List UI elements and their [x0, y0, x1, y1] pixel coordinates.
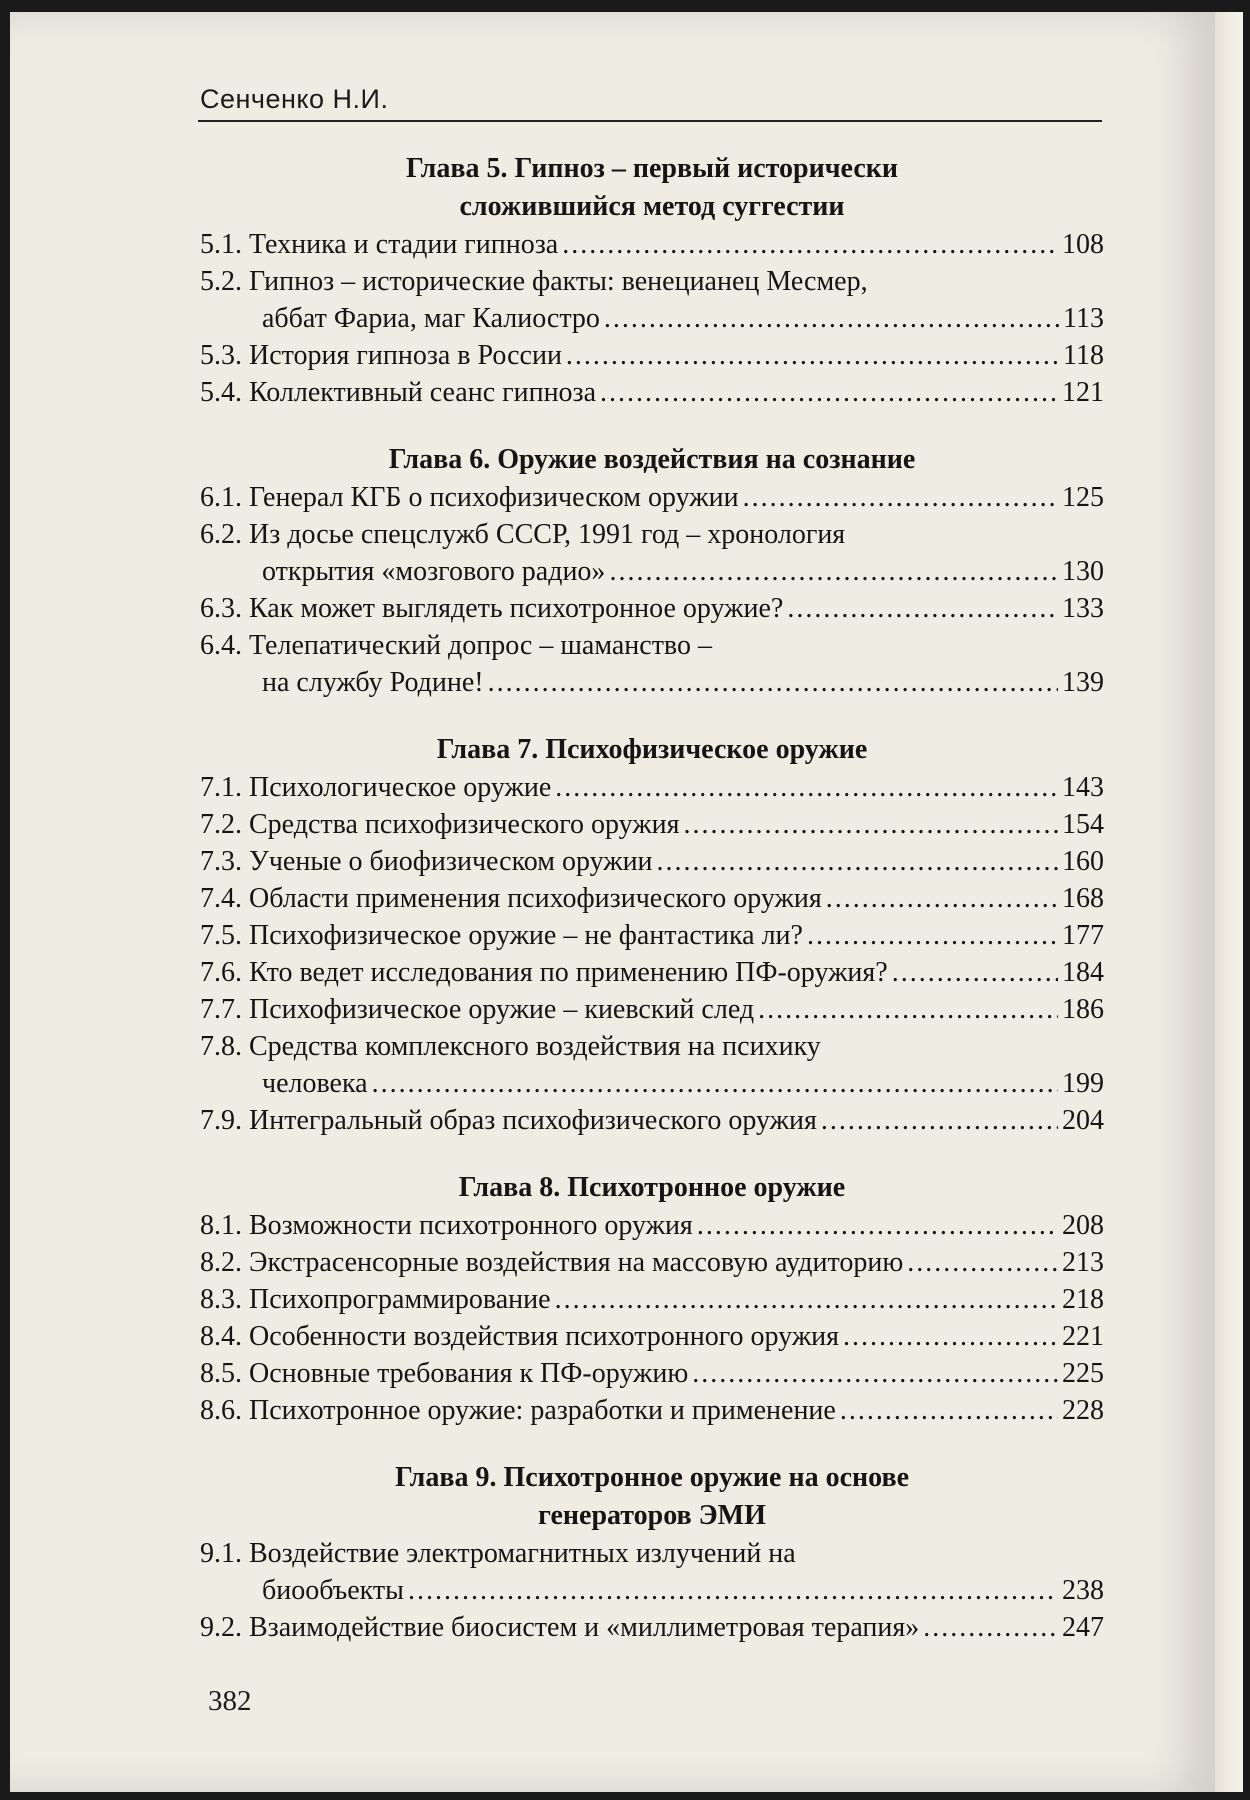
chapter-section: [200, 441, 1104, 701]
section-number: 8.4.: [200, 1321, 242, 1352]
toc-entry[interactable]: [200, 1207, 1104, 1244]
section-number: 7.7.: [200, 994, 242, 1025]
section-number: 7.5.: [200, 920, 242, 951]
dot-leader: [555, 769, 1058, 806]
section-title: Основные требования к ПФ-оружию: [249, 1358, 689, 1389]
section-number: 6.4.: [200, 630, 242, 661]
toc-entry[interactable]: [200, 1102, 1104, 1139]
section-page-number: 133: [1062, 593, 1104, 624]
toc-entry[interactable]: [200, 954, 1104, 991]
section-page-number: 228: [1062, 1395, 1104, 1426]
section-page-number: 108: [1062, 229, 1104, 260]
section-title: Особенности воздействия психотронного оружия: [249, 1321, 840, 1352]
chapter-section: [200, 1169, 1104, 1429]
section-title: Психопрограммирование: [249, 1284, 551, 1315]
section-number: 8.3.: [200, 1284, 242, 1315]
section-title: Из досье спецслужб СССР, 1991 год – хронология: [249, 519, 846, 550]
section-title: История гипноза в России: [249, 340, 562, 371]
toc-entry[interactable]: [200, 1028, 1104, 1102]
section-title: Области применения психофизического оружия: [249, 883, 822, 914]
section-title: Как может выглядеть психотронное оружие?: [249, 593, 784, 624]
section-number: 7.6.: [200, 957, 242, 988]
chapter-gap: [200, 1139, 1104, 1169]
section-title: Психотронное оружие: разработки и применение: [249, 1395, 836, 1426]
section-title: на службу Родине!: [262, 667, 484, 698]
section-page-number: 143: [1062, 772, 1104, 803]
dot-leader: [600, 374, 1058, 411]
section-number: 6.1.: [200, 482, 242, 513]
toc-entry[interactable]: [200, 479, 1104, 516]
dot-leader: [826, 880, 1058, 917]
dot-leader: [488, 664, 1058, 701]
dot-leader: [787, 590, 1058, 627]
section-number: 6.2.: [200, 519, 242, 550]
section-title: Психологическое оружие: [249, 772, 552, 803]
section-page-number: 184: [1062, 957, 1104, 988]
section-title: Воздействие электромагнитных излучений на: [249, 1538, 796, 1569]
section-page-number: 113: [1063, 303, 1104, 334]
chapter-title-line: сложившийся метод суггестии: [459, 191, 845, 222]
section-number: 8.6.: [200, 1395, 242, 1426]
section-title: Коллективный сеанс гипноза: [249, 377, 597, 408]
section-title: Интегральный образ психофизического оружия: [249, 1105, 817, 1136]
section-page-number: 221: [1062, 1321, 1104, 1352]
section-title: Телепатический допрос – шаманство –: [249, 630, 712, 661]
toc-entry[interactable]: [200, 991, 1104, 1028]
section-number: 7.3.: [200, 846, 242, 877]
section-number: 5.1.: [200, 229, 242, 260]
section-title: Кто ведет исследования по применению ПФ-оружия?: [249, 957, 888, 988]
toc-entry[interactable]: [200, 516, 1104, 590]
section-title: Генерал КГБ о психофизическом оружии: [249, 482, 739, 513]
section-page-number: 177: [1062, 920, 1104, 951]
section-page-number: 168: [1062, 883, 1104, 914]
section-title: Психофизическое оружие – не фантастика ли?: [249, 920, 803, 951]
toc-entry[interactable]: [200, 337, 1104, 374]
header-rule: [198, 120, 1102, 122]
section-title: Средства психофизического оружия: [249, 809, 680, 840]
toc-entry[interactable]: [200, 374, 1104, 411]
dot-leader: [743, 479, 1058, 516]
section-page-number: 118: [1063, 340, 1104, 371]
dot-leader: [923, 1609, 1058, 1646]
section-page-number: 218: [1062, 1284, 1104, 1315]
section-number: 7.9.: [200, 1105, 242, 1136]
chapter-title-line: Глава 7. Психофизическое оружие: [436, 734, 868, 765]
section-title: открытия «мозгового радио»: [262, 556, 606, 587]
chapter-title-line: генераторов ЭМИ: [538, 1500, 766, 1531]
page-gutter: [1215, 12, 1243, 1792]
section-number: 5.3.: [200, 340, 242, 371]
dot-leader: [562, 226, 1058, 263]
section-page-number: 160: [1062, 846, 1104, 877]
section-title: Техника и стадии гипноза: [249, 229, 559, 260]
section-page-number: 186: [1062, 994, 1104, 1025]
dot-leader: [609, 553, 1058, 590]
section-page-number: 139: [1062, 667, 1104, 698]
section-page-number: 130: [1062, 556, 1104, 587]
section-number: 6.3.: [200, 593, 242, 624]
chapter-section: [200, 1459, 1104, 1646]
chapter-section: [200, 150, 1104, 411]
section-number: 7.8.: [200, 1031, 242, 1062]
chapter-section: [200, 731, 1104, 1139]
chapter-title: [200, 731, 1104, 769]
toc-entry[interactable]: [200, 263, 1104, 337]
toc-entry[interactable]: [200, 627, 1104, 701]
chapter-title: [200, 1459, 1104, 1535]
page-number: 382: [208, 1685, 252, 1717]
section-page-number: 121: [1062, 377, 1104, 408]
dot-leader: [697, 1207, 1058, 1244]
toc-entry[interactable]: [200, 1535, 1104, 1609]
chapter-title: [200, 441, 1104, 479]
section-title: Экстрасенсорные воздействия на массовую аудиторию: [249, 1247, 904, 1278]
dot-leader: [604, 300, 1059, 337]
section-number: 8.5.: [200, 1358, 242, 1389]
section-number: 7.2.: [200, 809, 242, 840]
section-number: 7.1.: [200, 772, 242, 803]
chapter-title-line: Глава 5. Гипноз – первый исторически: [405, 153, 899, 184]
toc-entry[interactable]: [200, 1281, 1104, 1318]
section-page-number: 125: [1062, 482, 1104, 513]
dot-leader: [892, 954, 1058, 991]
running-head: Сенченко Н.И.: [200, 84, 389, 114]
dot-leader: [408, 1572, 1058, 1609]
section-page-number: 213: [1062, 1247, 1104, 1278]
section-page-number: 154: [1062, 809, 1104, 840]
section-number: 8.2.: [200, 1247, 242, 1278]
toc-entry[interactable]: [200, 843, 1104, 880]
dot-leader: [566, 337, 1059, 374]
section-page-number: 247: [1062, 1612, 1104, 1643]
dot-leader: [555, 1281, 1058, 1318]
dot-leader: [907, 1244, 1058, 1281]
section-page-number: 238: [1062, 1575, 1104, 1606]
toc-entry[interactable]: [200, 1244, 1104, 1281]
chapter-gap: [200, 1429, 1104, 1459]
section-page-number: 199: [1062, 1068, 1104, 1099]
toc-entry[interactable]: [200, 1355, 1104, 1392]
chapter-title-line: Глава 8. Психотронное оружие: [458, 1172, 846, 1203]
toc-entry[interactable]: [200, 590, 1104, 627]
toc-entry[interactable]: [200, 880, 1104, 917]
dot-leader: [840, 1392, 1058, 1429]
section-number: 8.1.: [200, 1210, 242, 1241]
dot-leader: [684, 806, 1059, 843]
section-title: аббат Фариа, маг Калиостро: [262, 303, 600, 334]
section-title: Возможности психотронного оружия: [249, 1210, 693, 1241]
section-title: биообъекты: [262, 1575, 404, 1606]
dot-leader: [843, 1318, 1058, 1355]
chapter-title: [200, 1169, 1104, 1207]
section-title: Гипноз – исторические факты: венецианец Месмер,: [249, 266, 868, 297]
chapter-title-line: Глава 9. Психотронное оружие на основе: [395, 1462, 909, 1493]
section-number: 5.2.: [200, 266, 242, 297]
section-number: 5.4.: [200, 377, 242, 408]
section-page-number: 225: [1062, 1358, 1104, 1389]
section-title: Средства комплексного воздействия на психику: [249, 1031, 821, 1062]
section-page-number: 204: [1062, 1105, 1104, 1136]
chapter-gap: [200, 701, 1104, 731]
dot-leader: [657, 843, 1058, 880]
section-number: 9.2.: [200, 1612, 242, 1643]
section-title: Ученые о биофизическом оружии: [249, 846, 653, 877]
toc-entry[interactable]: [200, 769, 1104, 806]
section-title: человека: [262, 1068, 368, 1099]
section-number: 9.1.: [200, 1538, 242, 1569]
dot-leader: [821, 1102, 1058, 1139]
table-of-contents: [200, 150, 1104, 1646]
section-number: 7.4.: [200, 883, 242, 914]
dot-leader: [372, 1065, 1058, 1102]
toc-entry[interactable]: [200, 1609, 1104, 1646]
toc-entry[interactable]: [200, 1392, 1104, 1429]
chapter-title: [200, 150, 1104, 226]
dot-leader: [692, 1355, 1058, 1392]
dot-leader: [758, 991, 1058, 1028]
toc-entry[interactable]: [200, 1318, 1104, 1355]
toc-entry[interactable]: [200, 806, 1104, 843]
section-title: Взаимодействие биосистем и «миллиметровая терапия»: [249, 1612, 920, 1643]
chapter-title-line: Глава 6. Оружие воздействия на сознание: [388, 444, 916, 475]
section-title: Психофизическое оружие – киевский след: [249, 994, 755, 1025]
section-page-number: 208: [1062, 1210, 1104, 1241]
toc-entry[interactable]: [200, 917, 1104, 954]
toc-entry[interactable]: [200, 226, 1104, 263]
chapter-gap: [200, 411, 1104, 441]
dot-leader: [807, 917, 1058, 954]
